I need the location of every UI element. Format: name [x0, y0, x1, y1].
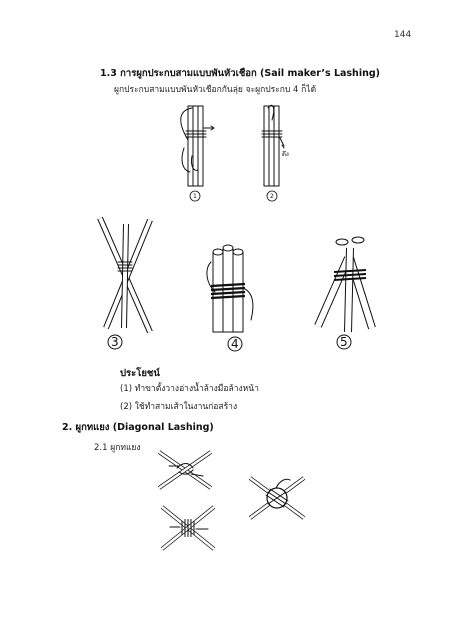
section-description-1-3: ผูกประกบสามแบบพันหัวเชือกกันลุ่ย จะผูกประกบ 4 ก็ได้ [114, 85, 317, 95]
benefit-item-1: (1) ทำขาตั้งวางอ่างน้ำล้างมือล้างหน้า [120, 384, 259, 394]
figure-diagonal-c [246, 472, 308, 522]
benefit-item-2: (2) ใช้ทำสามเส้าในงานก่อสร้าง [120, 402, 238, 412]
figure-label-1: 1 [193, 193, 197, 200]
figure-step-4 [195, 232, 275, 357]
figure-step-5 [310, 228, 390, 353]
figure-step-3-tripod [90, 210, 170, 360]
benefits-heading: ประโยชน์ [120, 368, 160, 379]
figure-step-1 [170, 100, 230, 210]
figure-label-3: 3 [111, 335, 119, 349]
figure-diagonal-b [158, 503, 218, 553]
figure-step-2 [250, 100, 310, 210]
fig2-pull-annotation: ดึง [282, 151, 289, 158]
section-subtitle-2-1: 2.1 ผูกทแยง [94, 443, 141, 453]
figure-label-2: 2 [270, 193, 274, 200]
section-title-1-3: 1.3 การผูกประกบสามแบบพันหัวเชือก (Sail maker’s Lashing) [100, 68, 380, 79]
figure-label-4: 4 [231, 337, 239, 351]
section-title-2: 2. ผูกทแยง (Diagonal Lashing) [62, 422, 214, 433]
page-number: 144 [394, 30, 412, 40]
figure-diagonal-a [155, 448, 215, 493]
figure-label-5: 5 [340, 335, 348, 349]
